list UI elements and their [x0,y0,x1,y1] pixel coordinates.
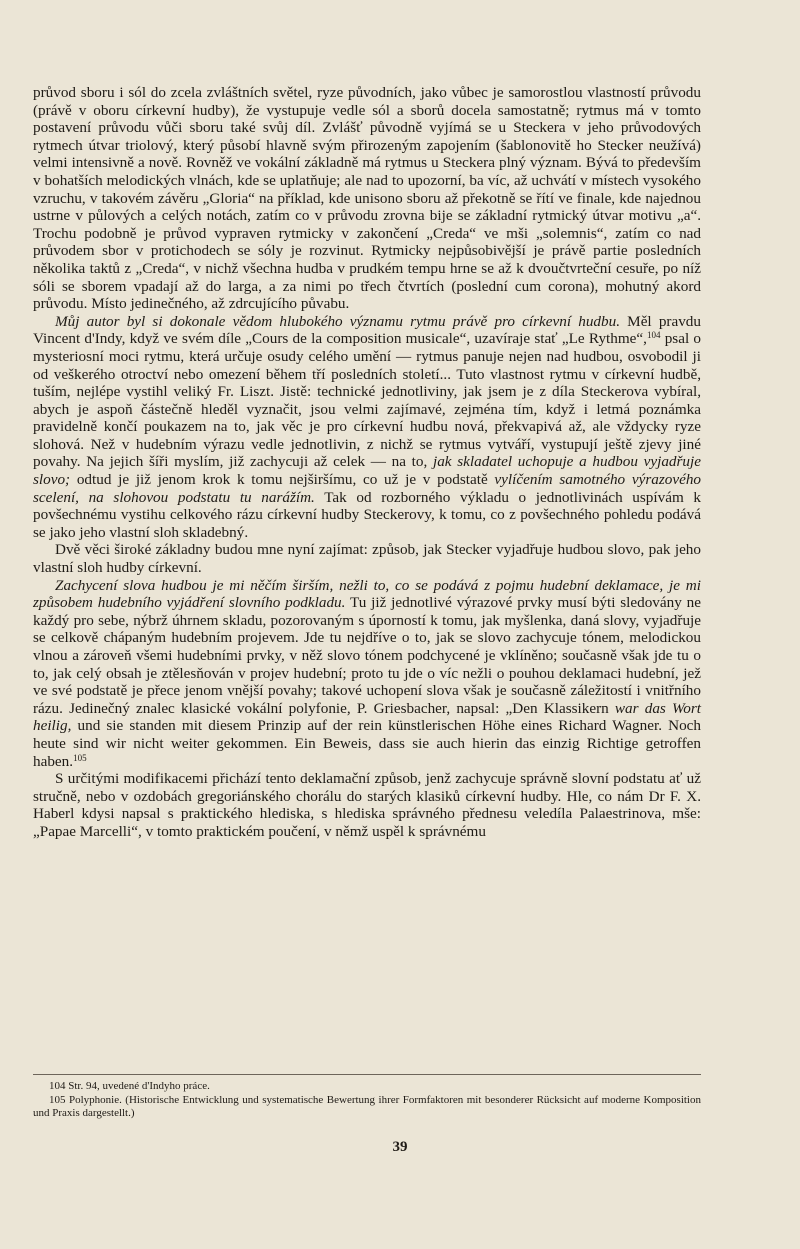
footnotes [33,1074,701,1121]
paragraph-4-italic-2: war das Wort heilig, [33,699,701,735]
paragraph-4 [33,577,701,771]
paragraph-4-italic-lead: Zachycení slova hudbou je mi něčím širším, nežli to, co se podává z pojmu hudební deklamace, je mi způsobem hudebního vyjádření slovního podkladu. [33,576,701,612]
footnote-ref-104: 104 [646,330,661,341]
paragraph-1: průvod sboru i sól do zcela zvláštních světel, ryze původních, jako vůbec je samorostlou vlastností průvodu (právě v oboru církevní hudby), že vystupuje vedle sól a sborů docela samostatně; rytmus má v tomto postavení průvodu vůči sboru také svůj díl. Zvlášť původně vyjímá se u Steckera v jeho průvodových rytmech útvar triolový, který působí hlavně svým přirozeným zapojením (šablonovitě ho Stecker neužívá) velmi intensivně a nově. Rovněž ve vokální základně má rytmus u Steckera plný význam. Bývá to především v bohatších melodických vlnách, kde se uplatňuje; ale nad to upozorní, ba víc, až uchvátí v místech vysokého vzruchu, v takovém závěru „Gloria“ na příklad, kde unisono sboru až překotně se řítí ve finale, kde najednou ustrne v půlových a celých notách, zatím co v průvodu zrovna bije se základní rytmický útvar motivu „a“. Trochu podobně je průvod vypraven rytmicky v zakončení „Creda“ ve mši „solemnis“, zatím co nad průvodem sbor v protichodech se sóly je rozvinut. Rytmicky nejpůsobivější je právě partie posledních několika taktů z „Creda“, v nichž všechna hudba v prudkém tempu hrne se až k dvoučtvrteční cesuře, po níž sóli se sborem vpadají až do larga, a za nimi po třech čtvrtích (poslední cum corona), mohutný akord průvodu. Místo jedinečného, až zdrcujícího půvabu. [33,84,701,313]
paragraph-4-text-a: Tu již jednotlivé výrazové prvky musí býti sledovány ne každý pro sebe, nýbrž úhrnem skladu, pozorovaným s úporností k tomu, jak myšlenka, daná slovy, vyjadřuje se celkově chápaným hudebním projevem. Jde tu nejdříve o to, jak se slovo zachycuje tónem, melodickou vlnou a zároveň všemi hudebními prvky, v něž slovo tónem podchycené je vklíněno; současně však jde tu o to, jak celý obsah je ztělesňován v projev hudební; proto tu jde o víc nežli o pouhou deklamaci hudební, jež ve své podstatě je přece jenom vnější povahy; takové uchopení slova však je současně záležitostí i vnitřního rázu. Jedinečný znalec klasické vokální polyfonie, P. Griesbacher, napsal: „Den Klassikern [33,594,701,717]
paragraph-2-italic-3: vylíčením samotného výrazového scelení, na slohovou podstatu tu narážím. [33,471,702,506]
footnote-ref-105: 105 [73,752,87,763]
body-text [33,84,701,841]
paragraph-2-italic-lead: Můj autor byl si dokonale vědom hlubokého významu rytmu právě pro církevní hudbu. [55,312,621,330]
paragraph-2-text-d: Tak od rozborného výkladu o jednotlivinách uspívám k povšechnému vystihu celkového rázu církevní hudby Steckerovy, k tomu, co z povšechného pohledu podává se jako jeho vlastní sloh skladebný. [33,488,701,541]
page-number: 39 [392,1139,408,1155]
paragraph-3: Dvě věci široké základny budou mne nyní zajímat: způsob, jak Stecker vyjadřuje hudbou slovo, pak jeho vlastní sloh hudby církevní. [33,541,701,577]
paragraph-5: S určitými modifikacemi přichází tento deklamační způsob, jenž zachycuje správně slovní podstatu ať už stručně, nebo v ozdobách gregoriánského chorálu do starých klasiků církevní hudby. Hle, co nám Dr F. X. Haberl kdysi napsal s praktického hlediska, s hlediska správného přednesu veledíla Palaestrinova, mše: „Papae Marcelli“, v tomto praktickém poučení, v němž uspěl k správnému [33,770,701,840]
paragraph-2-text-a: Měl pravdu Vincent d'Indy, když ve svém díle „Cours de la composition musicale“, uzavíraje stať „Le Rythme“, [33,312,701,348]
paragraph-2-text-b: psal o mysteriosní moci rytmu, která určuje osudy celého umění — rytmus panuje nejen nad hudbou, osvobodil ji od veškerého otroctví nebo omezení během tří posledních století... Tuto vlastnost rytmu v církevní hudbě, tuším, nejlépe vystihl veliký Fr. Liszt. Jistě: technické jednotliviny, jak jsem je z díla Steckerova vybíral, abych je aspoň částečně hleděl vyznačit, jsou velmi zajímavé, zejména tím, když i letmá poznámka pravidelně končí poukazem na to, jak věc je pro církevní hudbu nová, překvapivá až, ale vždycky ryze slohová. Než v hudebním výrazu vedle jednotlivin, z nichž se rytmus vytváří, vystupují ještě zjevy jiné povahy. Na jejich šíři myslím, již zachycuji až celek — na to, [33,330,701,471]
paragraph-2 [33,313,701,542]
footnote-104: 104 Str. 94, uvedené d'Indyho práce. [49,1080,210,1092]
paragraph-2-italic-2: jak skladatel uchopuje a hudbou vyjadřuje slovo; [33,453,701,489]
paragraph-2-text-c: odtud je již jenom krok k tomu nejširšímu, co už je v podstatě [70,471,495,489]
paragraph-4-text-b: und sie standen mit diesem Prinzip auf der rein künstlerischen Höhe eines Richard Wagner. Noch heute sind wir nicht weiter gekommen. Ein Beweis, dass sie auch hierin das einzig Richtige getroffen haben. [33,717,701,770]
footnote-105: 105 Polyphonie. (Historische Entwicklung und systematische Bewertung ihrer Formfaktoren mit besonderer Rücksicht auf moderne Komposition und Praxis dargestellt.) [33,1093,701,1119]
